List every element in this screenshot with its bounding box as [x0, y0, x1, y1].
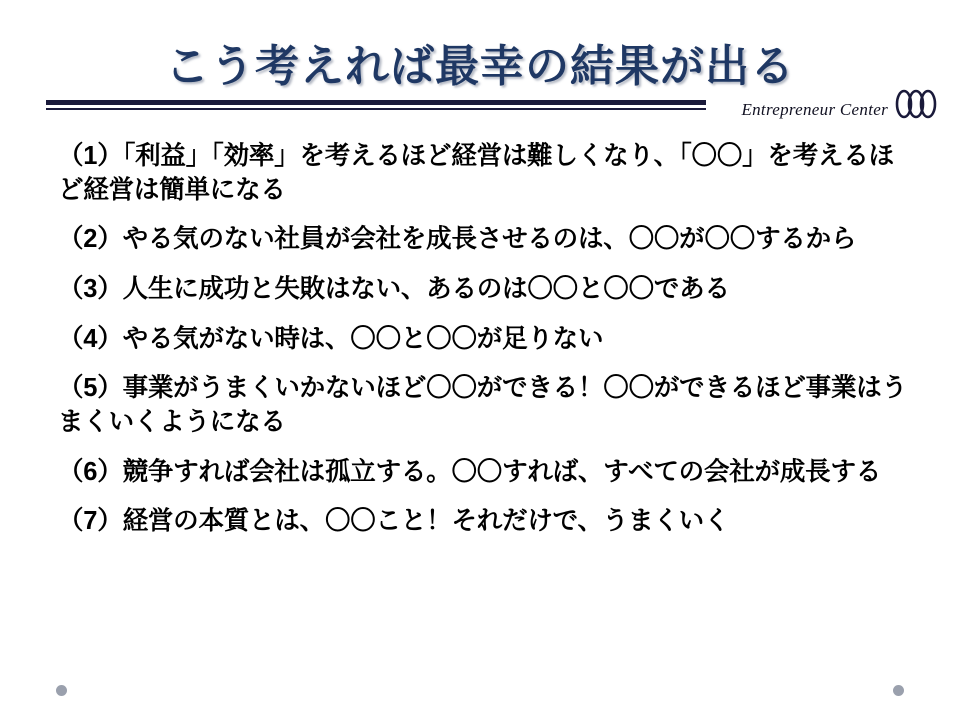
brand-name: Entrepreneur Center [741, 100, 888, 119]
list-item: （1）「利益」「効率」を考えるほど経営は難しくなり、「〇〇」を考えるほど経営は簡単になる [58, 142, 894, 204]
divider-thick-line [46, 100, 706, 105]
list-item: （7）経営の本質とは、〇〇こと！それだけで、うまくいく [58, 507, 730, 536]
divider-thin-line [46, 108, 706, 110]
list-item: （2）やる気のない社員が会社を成長させるのは、〇〇が〇〇するから [58, 225, 857, 254]
footer-dot-right [893, 685, 904, 696]
header-divider [46, 100, 706, 110]
list-item: （6）競争すれば会社は孤立する。〇〇すれば、すべての会社が成長する [58, 457, 882, 486]
three-rings-logo-icon [890, 84, 942, 124]
page-title: こう考えれば最幸の結果が出る [165, 42, 795, 91]
list-item: （4）やる気がない時は、〇〇と〇〇が足りない [58, 324, 604, 353]
content-list [58, 140, 918, 539]
footer-dot-left [56, 685, 67, 696]
list-item: （3）人生に成功と失敗はない、あるのは〇〇と〇〇である [58, 274, 730, 303]
list-item: （5）事業がうまくいかないほど〇〇ができる！〇〇ができるほど事業はうまくいくようになる [58, 374, 907, 436]
